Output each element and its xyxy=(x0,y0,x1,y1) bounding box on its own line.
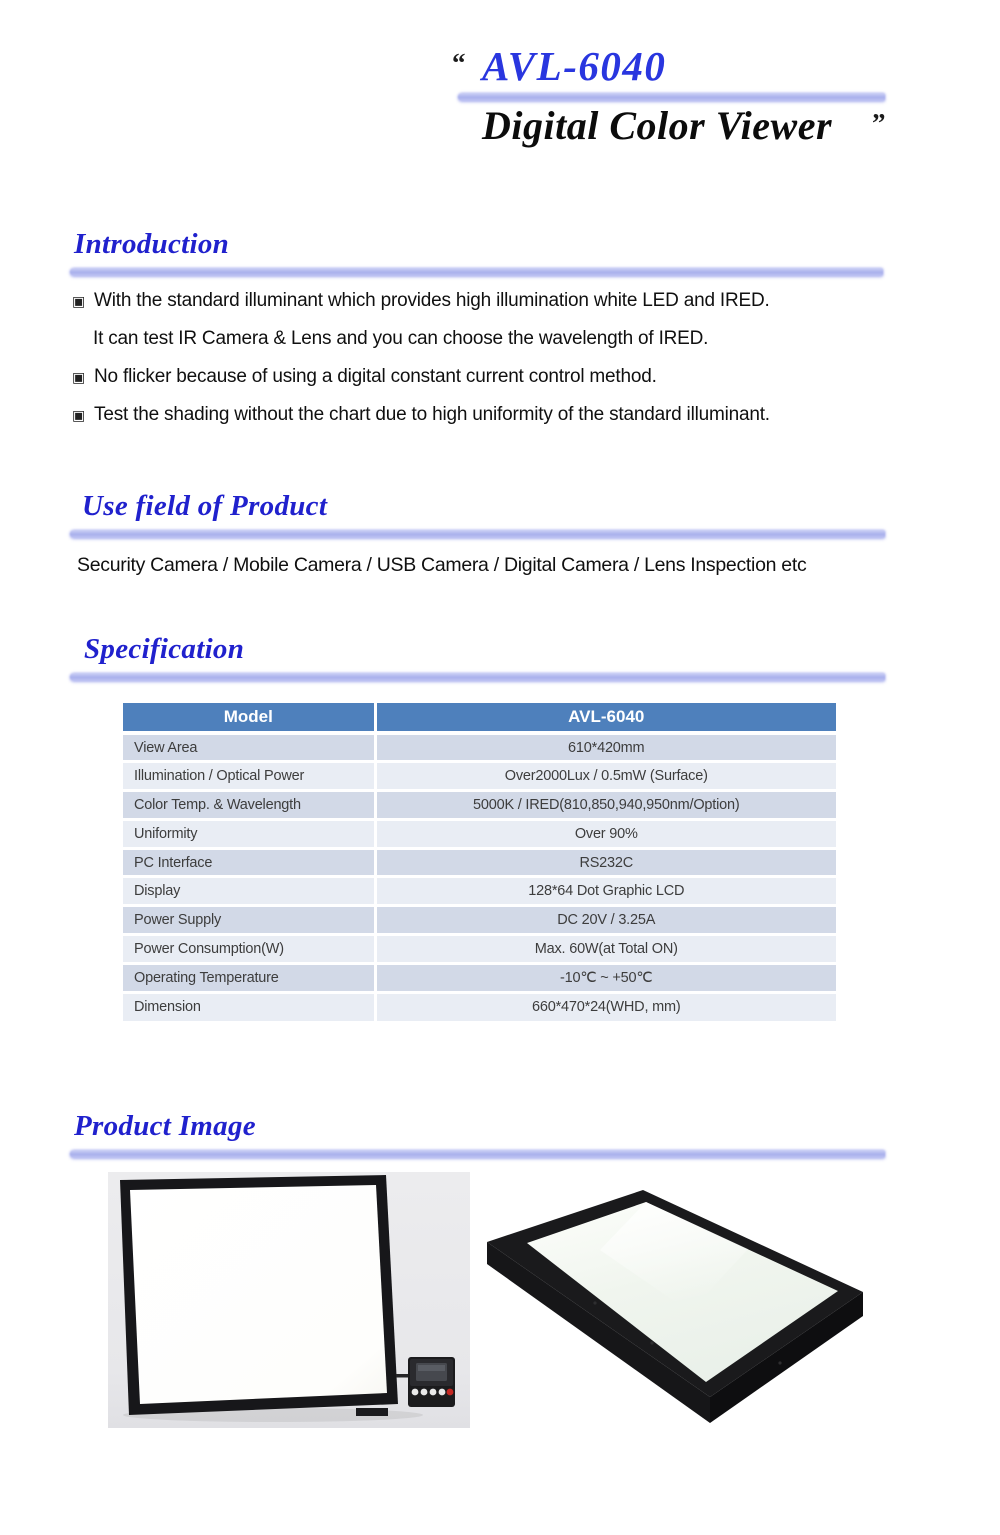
controller-lcd-glare xyxy=(418,1365,445,1371)
table-row xyxy=(123,906,836,935)
specification-divider-bar xyxy=(70,673,885,681)
table-row xyxy=(123,819,836,848)
spec-header-model: Model xyxy=(123,703,375,733)
square-bullet-icon: ▣ xyxy=(72,369,86,385)
intro-bullet-line xyxy=(72,366,952,388)
product-image-divider-bar xyxy=(70,1150,885,1158)
spec-value: Over2000Lux / 0.5mW (Surface) xyxy=(375,762,836,791)
specification-table xyxy=(123,703,836,1021)
spec-label: Power Consumption(W) xyxy=(123,935,375,964)
intro-continuation-line xyxy=(72,328,952,350)
table-row xyxy=(123,992,836,1021)
page-title: AVL-6040 xyxy=(482,43,667,89)
open-quote: “ xyxy=(452,48,466,78)
controller-button xyxy=(412,1389,419,1396)
use-field-divider-bar xyxy=(70,530,885,538)
product-photo-perspective xyxy=(480,1180,950,1430)
square-bullet-icon: ▣ xyxy=(72,293,86,309)
introduction-divider-bar xyxy=(70,268,883,276)
frame-screw xyxy=(778,1361,781,1364)
intro-line-text: No flicker because of using a digital constant current control method. xyxy=(94,366,657,387)
panel-foot xyxy=(356,1408,388,1416)
spec-value: 5000K / IRED(810,850,940,950nm/Option) xyxy=(375,791,836,820)
introduction-body xyxy=(72,290,952,442)
spec-value: 610*420mm xyxy=(375,733,836,762)
spec-label: PC Interface xyxy=(123,848,375,877)
section-heading-use-field: Use field of Product xyxy=(82,490,328,522)
product-photo-front xyxy=(108,1172,470,1428)
spec-value: RS232C xyxy=(375,848,836,877)
table-row xyxy=(123,762,836,791)
close-quote: ” xyxy=(872,108,886,138)
controller-button xyxy=(421,1389,428,1396)
spec-label: Color Temp. & Wavelength xyxy=(123,791,375,820)
spec-header-row xyxy=(123,703,836,733)
controller-button xyxy=(439,1389,446,1396)
spec-label: Operating Temperature xyxy=(123,963,375,992)
spec-value: Max. 60W(at Total ON) xyxy=(375,935,836,964)
spec-label: Power Supply xyxy=(123,906,375,935)
section-heading-specification: Specification xyxy=(84,633,245,665)
intro-line-text: With the standard illuminant which provides high illumination white LED and IRED. xyxy=(94,290,770,311)
section-heading-product-image: Product Image xyxy=(74,1110,256,1142)
spec-value: -10℃ ~ +50℃ xyxy=(375,963,836,992)
frame-screw xyxy=(650,1341,653,1344)
intro-bullet-line xyxy=(72,404,952,426)
controller-power-button xyxy=(447,1389,454,1396)
section-heading-introduction: Introduction xyxy=(74,228,230,260)
spec-value: 128*64 Dot Graphic LCD xyxy=(375,877,836,906)
spec-value: DC 20V / 3.25A xyxy=(375,906,836,935)
table-row xyxy=(123,733,836,762)
frame-screw xyxy=(593,1301,596,1304)
spec-label: Uniformity xyxy=(123,819,375,848)
table-row xyxy=(123,791,836,820)
spec-label: Dimension xyxy=(123,992,375,1021)
spec-label: View Area xyxy=(123,733,375,762)
use-field-text: Security Camera / Mobile Camera / USB Camera / Digital Camera / Lens Inspection etc xyxy=(77,554,807,576)
intro-line-text: It can test IR Camera & Lens and you can choose the wavelength of IRED. xyxy=(93,328,709,349)
table-row xyxy=(123,848,836,877)
table-row xyxy=(123,877,836,906)
page-subtitle: Digital Color Viewer xyxy=(482,103,833,148)
table-row xyxy=(123,935,836,964)
panel-screen xyxy=(130,1185,387,1404)
controller-button xyxy=(430,1389,437,1396)
intro-line-text: Test the shading without the chart due to high uniformity of the standard illuminant. xyxy=(94,404,770,425)
title-divider-bar xyxy=(458,93,885,101)
table-row xyxy=(123,963,836,992)
controller-cable xyxy=(396,1374,410,1378)
intro-bullet-line xyxy=(72,290,952,312)
square-bullet-icon: ▣ xyxy=(72,407,86,423)
spec-label: Illumination / Optical Power xyxy=(123,762,375,791)
spec-value: Over 90% xyxy=(375,819,836,848)
spec-label: Display xyxy=(123,877,375,906)
spec-value: 660*470*24(WHD, mm) xyxy=(375,992,836,1021)
spec-header-value: AVL-6040 xyxy=(375,703,836,733)
